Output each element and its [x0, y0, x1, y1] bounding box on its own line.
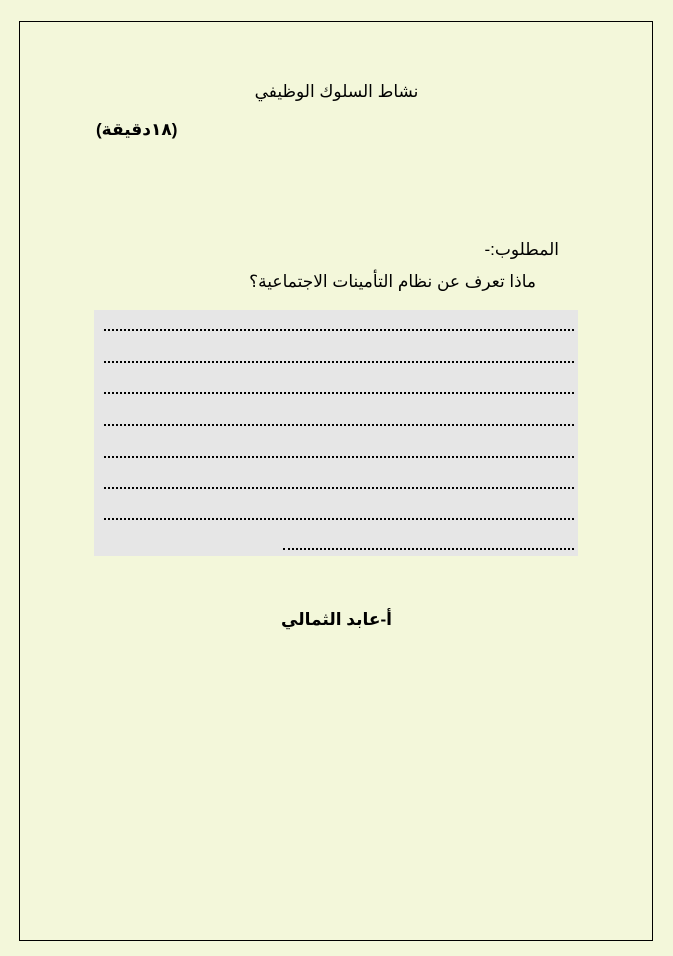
answer-line-1[interactable] — [104, 329, 574, 331]
duration-label: (١٨دقيقة) — [96, 120, 178, 139]
required-row — [473, 240, 560, 260]
answer-line-4[interactable] — [104, 424, 574, 426]
answer-line-3[interactable] — [104, 392, 574, 394]
answer-line-2[interactable] — [104, 361, 574, 363]
answer-line-6[interactable] — [104, 487, 574, 489]
bullet-dash: - — [484, 240, 491, 259]
answer-line-5[interactable] — [104, 456, 574, 458]
author-name: أ-عابد الثمالي — [281, 610, 392, 629]
answer-area[interactable] — [94, 310, 578, 556]
answer-line-7[interactable] — [104, 518, 574, 520]
page-title: نشاط السلوك الوظيفي — [254, 82, 419, 101]
required-label: المطلوب: — [490, 240, 559, 259]
answer-line-8[interactable] — [283, 548, 574, 550]
question-text: ماذا تعرف عن نظام التأمينات الاجتماعية؟ — [249, 272, 536, 291]
